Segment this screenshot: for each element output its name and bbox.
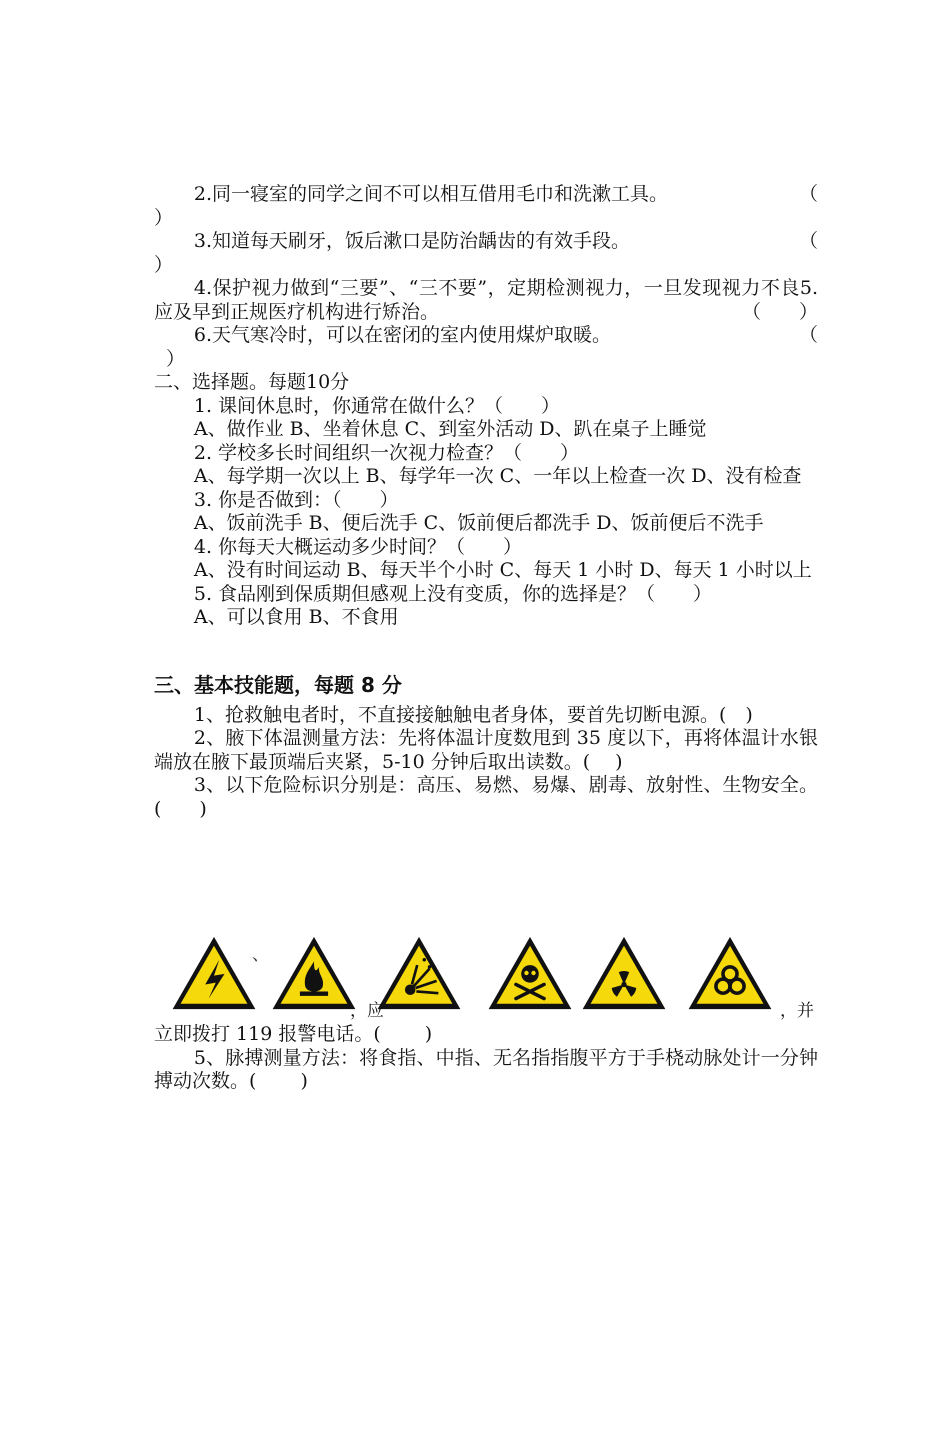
item-text: 3.知道每天刷牙，饭后漱口是防治龋齿的有效手段。 xyxy=(193,230,631,252)
main-column xyxy=(154,183,818,821)
biohazard-icon xyxy=(686,932,774,1014)
skill-item-4-tail: 立即拨打 119 报警电话。( ) xyxy=(154,1023,433,1045)
item-text: 4.保护视力做到“三要”、“三不要”，定期检测视力，一旦发现视力不良5.应及早到正规医疗机构进行矫治。 xyxy=(154,277,818,323)
close-bracket: ） xyxy=(154,253,174,276)
question-text: 5. 食品刚到保质期但感观上没有变质，你的选择是？（ ） xyxy=(193,582,713,605)
open-bracket: （ xyxy=(798,183,818,205)
question-5 xyxy=(154,583,818,630)
open-bracket: （ xyxy=(798,230,818,252)
skill-item-2: 2、腋下体温测量方法：先将体温计度数甩到 35 度以下，再将体温计水银端放在腋下最顶端后夹紧，5-10 分钟后取出读数。( ) xyxy=(154,727,818,773)
item-text: 2.同一寝室的同学之间不可以相互借用毛巾和洗漱工具。 xyxy=(193,183,669,205)
item-text: 6.天气寒冷时，可以在密闭的室内使用煤炉取暖。 xyxy=(193,324,612,346)
section1-item-4 xyxy=(154,277,818,324)
question-options: A、饭前洗手 B、便后洗手 C、饭前便后都洗手 D、饭前便后不洗手 xyxy=(193,512,764,534)
section1-item-6 xyxy=(154,324,818,371)
question-options: A、没有时间运动 B、每天半个小时 C、每天 1 小时 D、每天 1 小时以上 xyxy=(193,559,812,581)
question-1 xyxy=(154,395,818,442)
question-text: 4. 你每天大概运动多少时间？（ ） xyxy=(193,535,523,558)
question-options: A、可以食用 B、不食用 xyxy=(193,606,399,628)
toxic-icon xyxy=(486,932,574,1014)
open-bracket: （ xyxy=(798,324,818,346)
question-text: 2. 学校多长时间组织一次视力检查？（ ） xyxy=(193,441,580,464)
question-text: 3. 你是否做到：（ ） xyxy=(193,488,399,511)
close-bracket: ） xyxy=(166,347,186,370)
skill-item-1: 1、抢救触电者时，不直接接触触电者身体，要首先切断电源。( ) xyxy=(193,703,753,726)
skill-item-3: 3、以下危险标识分别是：高压、易燃、易爆、剧毒、放射性、生物安全。( ) xyxy=(154,774,818,820)
question-options: A、每学期一次以上 B、每学年一次 C、一年以上检查一次 D、没有检查 xyxy=(193,465,802,487)
section1-item-3 xyxy=(154,230,818,277)
item4-fragment-right: ，并 xyxy=(780,1001,814,1021)
high-voltage-icon xyxy=(170,932,258,1014)
section2-heading: 二、选择题。每题10分 xyxy=(154,371,350,393)
flammable-icon xyxy=(270,932,358,1014)
section1-item-2 xyxy=(154,183,818,230)
question-2 xyxy=(154,442,818,489)
explosive-icon xyxy=(375,932,463,1014)
close-bracket: ） xyxy=(154,206,174,229)
section3-heading: 三、基本技能题，每题 8 分 xyxy=(154,672,402,697)
question-4 xyxy=(154,536,818,583)
stray-mark: 、 xyxy=(252,945,269,965)
radioactive-icon xyxy=(580,932,668,1014)
question-options: A、做作业 B、坐着休息 C、到室外活动 D、趴在桌子上睡觉 xyxy=(193,418,707,440)
skill-item-5: 5、脉搏测量方法：将食指、中指、无名指指腹平方于手桡动脉处计一分钟搏动次数。( ) xyxy=(154,1046,818,1092)
question-text: 1. 课间休息时，你通常在做什么？（ ） xyxy=(193,394,561,417)
item4-fragment: ，应 xyxy=(350,1001,384,1021)
skill-items-lower xyxy=(154,1023,818,1094)
answer-brackets: （ ） xyxy=(741,300,818,323)
question-3 xyxy=(154,489,818,536)
